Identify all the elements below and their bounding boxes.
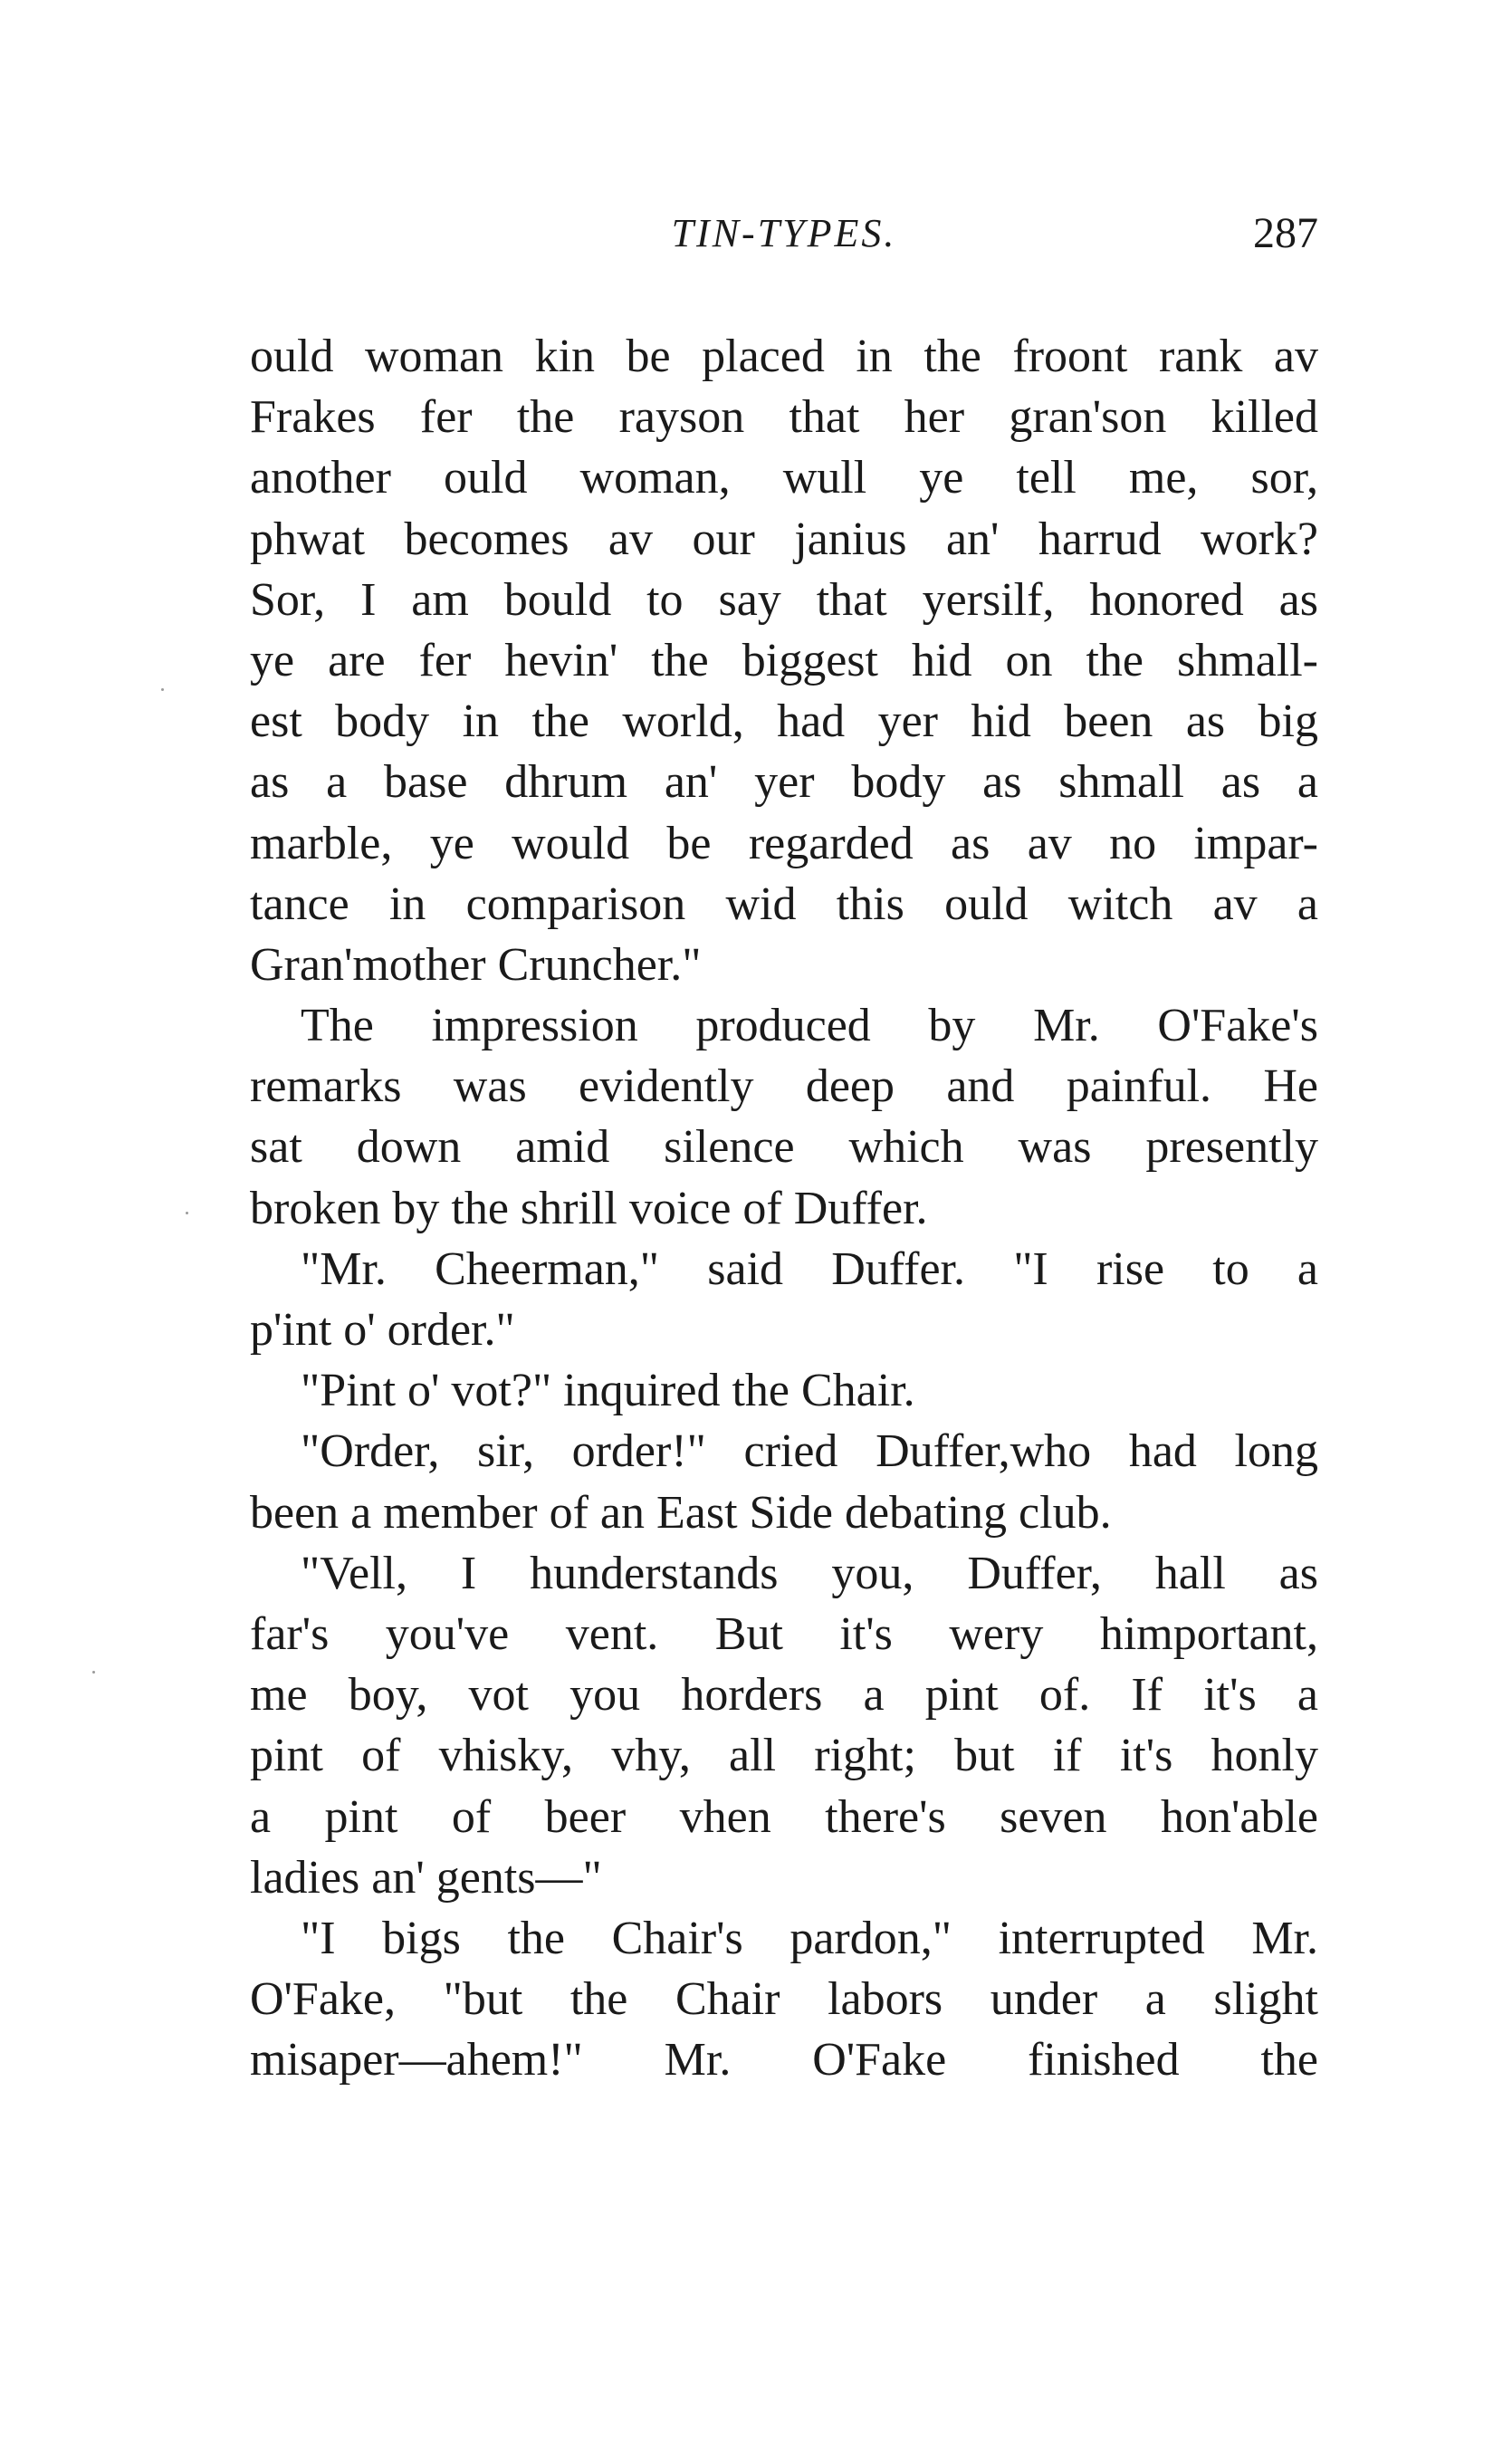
text-line: est body in the world, had yer hid been as big (250, 695, 1318, 748)
running-title: TIN-TYPES. (671, 211, 897, 255)
text-line: Frakes fer the rayson that her gran'son killed (250, 391, 1318, 444)
page-number: 287 (1253, 209, 1318, 257)
text-line: a pint of beer vhen there's seven hon'able (250, 1790, 1318, 1843)
text-line: "Order, sir, order!" cried Duffer,who had long (301, 1425, 1318, 1478)
text-line: remarks was evidently deep and painful. He (250, 1060, 1318, 1113)
text-line: "Vell, I hunderstands you, Duffer, hall as (301, 1547, 1318, 1599)
text-line: O'Fake, "but the Chair labors under a slight (250, 1973, 1318, 2026)
running-head (250, 206, 1318, 261)
paper-speck (161, 688, 164, 691)
text-line: Sor, I am bould to say that yersilf, honored as (250, 573, 1318, 626)
text-line: ladies an' gents—" (250, 1851, 602, 1904)
text-line: misaper—ahem!" Mr. O'Fake finished the (250, 2034, 1318, 2086)
text-line: another ould woman, wull ye tell me, sor, (250, 452, 1318, 504)
text-line: ye are fer hevin' the biggest hid on the shmall- (250, 634, 1318, 686)
text-line: "I bigs the Chair's pardon," interrupted Mr. (301, 1912, 1318, 1964)
text-line: Gran'mother Cruncher." (250, 938, 702, 991)
body-text (250, 326, 1318, 2090)
text-line: broken by the shrill voice of Duffer. (250, 1182, 928, 1234)
text-line: pint of vhisky, vhy, all right; but if it's honly (250, 1730, 1318, 1782)
text-line: marble, ye would be regarded as av no impar- (250, 817, 1318, 869)
text-line: "Mr. Cheerman," said Duffer. "I rise to a (301, 1242, 1318, 1295)
text-line: been a member of an East Side debating club. (250, 1486, 1112, 1539)
text-line: p'int o' order." (250, 1304, 515, 1356)
text-line: phwat becomes av our janius an' harrud work? (250, 513, 1318, 565)
text-line: as a base dhrum an' yer body as shmall as a (250, 756, 1318, 809)
text-line: tance in comparison wid this ould witch av a (250, 878, 1318, 930)
text-line: The impression produced by Mr. O'Fake's (301, 1000, 1318, 1052)
text-line: sat down amid silence which was presently (250, 1121, 1318, 1174)
text-line: "Pint o' vot?" inquired the Chair. (301, 1365, 915, 1417)
paper-speck (92, 1671, 95, 1674)
text-line: me boy, vot you horders a pint of. If it's a (250, 1669, 1318, 1722)
paper-speck (186, 1212, 188, 1214)
text-line: ould woman kin be placed in the froont rank av (250, 331, 1318, 382)
text-line: far's you've vent. But it's wery himportant, (250, 1607, 1318, 1660)
